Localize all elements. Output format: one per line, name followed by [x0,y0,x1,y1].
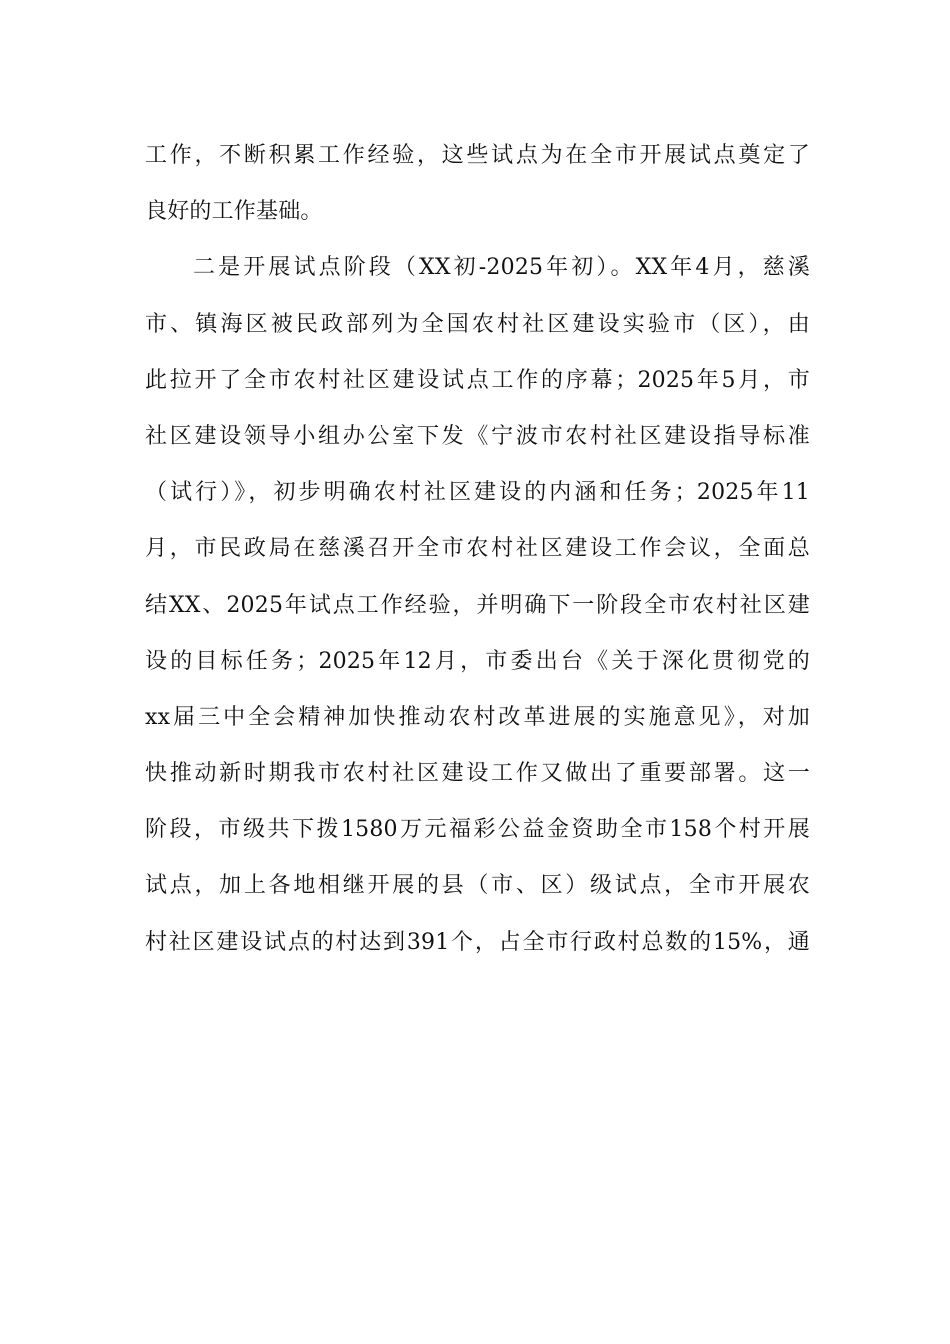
text-line: 村社区建设试点的村达到391个，占全市行政村总数的15%，通 [145,929,810,955]
text-line: 此拉开了全市农村社区建设试点工作的序幕；2025年5月，市 [145,367,810,393]
text-line: 结XX、2025年试点工作经验，并明确下一阶段全市农村社区建 [145,592,810,618]
text-line: （试行）》，初步明确农村社区建设的内涵和任务；2025年11 [145,480,810,506]
text-line: 良好的工作基础。 [145,199,323,225]
text-line: 社区建设领导小组办公室下发《宁波市农村社区建设指导标准 [145,423,810,449]
text-line: 月，市民政局在慈溪召开全市农村社区建设工作会议，全面总 [145,536,810,562]
body-text [145,128,810,971]
text-line: 设的目标任务；2025年12月，市委出台《关于深化贯彻党的 [145,648,810,674]
paragraph-first-line: 二是开展试点阶段（XX初-2025年初）。XX年4月，慈溪 [193,255,810,281]
text-line: 试点，加上各地相继开展的县（市、区）级试点，全市开展农 [145,873,810,899]
text-line: 快推动新时期我市农村社区建设工作又做出了重要部署。这一 [145,761,810,787]
text-line: xx届三中全会精神加快推动农村改革进展的实施意见》，对加 [145,704,810,730]
text-line: 工作，不断积累工作经验，这些试点为在全市开展试点奠定了 [145,143,810,168]
text-line: 阶段，市级共下拨1580万元福彩公益金资助全市158个村开展 [145,817,810,843]
text-line: 市、镇海区被民政部列为全国农村社区建设实验市（区），由 [145,311,810,337]
